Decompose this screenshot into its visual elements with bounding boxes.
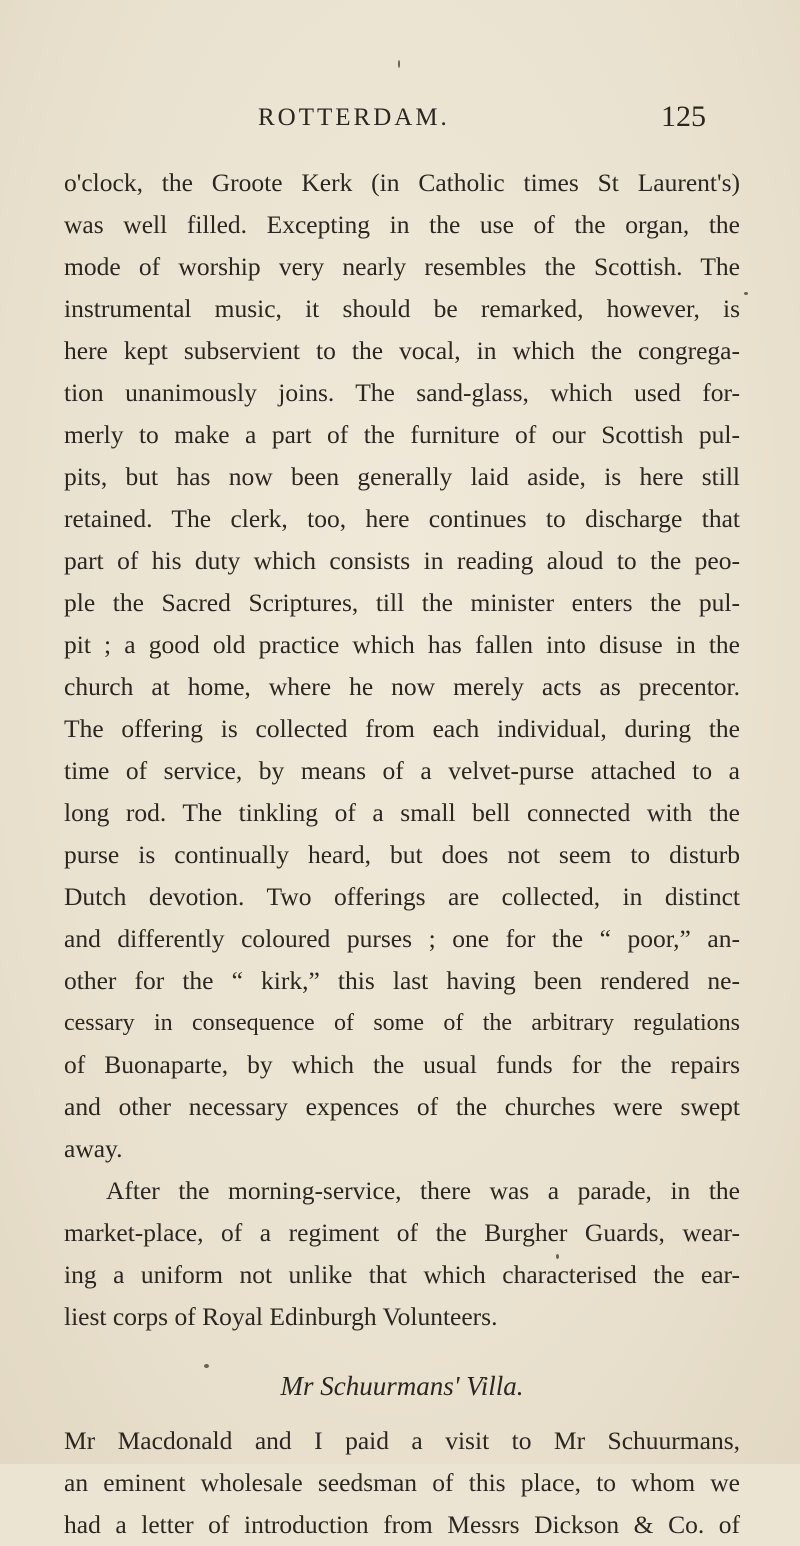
paragraph-3 — [64, 1420, 740, 1546]
text-line: market-place, of a regiment of the Burgher Guards, wear- — [64, 1218, 740, 1247]
text-line: ing a uniform not unlike that which characterised the ear- — [64, 1260, 740, 1289]
text-line: instrumental music, it should be remarked, however, is — [64, 294, 740, 323]
text-line: an eminent wholesale seedsman of this place, to whom we — [64, 1468, 740, 1497]
running-head: ROTTERDAM. — [258, 104, 450, 131]
text-line: away. — [64, 1134, 123, 1163]
text-line: ple the Sacred Scriptures, till the minister enters the pul- — [64, 588, 740, 617]
text-line: other for the “ kirk,” this last having been rendered ne- — [64, 966, 740, 995]
text-line: Mr Macdonald and I paid a visit to Mr Schuurmans, — [64, 1426, 740, 1455]
text-line: and other necessary expences of the churches were swept — [64, 1092, 740, 1121]
text-line: liest corps of Royal Edinburgh Volunteers. — [64, 1302, 498, 1331]
text-line: mode of worship very nearly resembles the Scottish. The — [64, 252, 740, 281]
text-line: merly to make a part of the furniture of our Scottish pul- — [64, 420, 740, 449]
text-line: pit ; a good old practice which has fallen into disuse in the — [64, 630, 740, 659]
page-number: 125 — [661, 100, 706, 133]
page-header — [258, 100, 706, 140]
paragraph-2 — [64, 1170, 740, 1338]
text-line: of Buonaparte, by which the usual funds for the repairs — [64, 1050, 740, 1079]
text-line: After the morning-service, there was a parade, in the — [106, 1176, 740, 1205]
ink-speck — [744, 292, 748, 295]
text-line: purse is continually heard, but does not seem to disturb — [64, 840, 740, 869]
paragraph-1 — [64, 162, 740, 1170]
text-line: o'clock, the Groote Kerk (in Catholic times St Laurent's) — [64, 168, 740, 197]
section-heading: Mr Schuurmans' Villa. — [280, 1371, 524, 1401]
text-line: part of his duty which consists in reading aloud to the peo- — [64, 546, 740, 575]
text-line: church at home, where he now merely acts as precentor. — [64, 672, 740, 701]
text-line: long rod. The tinkling of a small bell connected with the — [64, 798, 740, 827]
text-line: was well filled. Excepting in the use of the organ, the — [64, 210, 740, 239]
text-line: Dutch devotion. Two offerings are collected, in distinct — [64, 882, 740, 911]
text-line: pits, but has now been generally laid aside, is here still — [64, 462, 740, 491]
text-line: tion unanimously joins. The sand-glass, which used for- — [64, 378, 740, 407]
text-line: time of service, by means of a velvet-purse attached to a — [64, 756, 740, 785]
text-line: had a letter of introduction from Messrs Dickson & Co. of — [64, 1510, 740, 1539]
body-text — [64, 162, 740, 1546]
text-line: retained. The clerk, too, here continues to discharge that — [64, 504, 740, 533]
text-line: cessary in consequence of some of the arbitrary regulations — [64, 1010, 740, 1036]
text-line: The offering is collected from each individual, during the — [64, 714, 740, 743]
text-line: and differently coloured purses ; one for the “ poor,” an- — [64, 924, 740, 953]
text-line: here kept subservient to the vocal, in which the congrega- — [64, 336, 740, 365]
ink-speck — [398, 60, 400, 68]
